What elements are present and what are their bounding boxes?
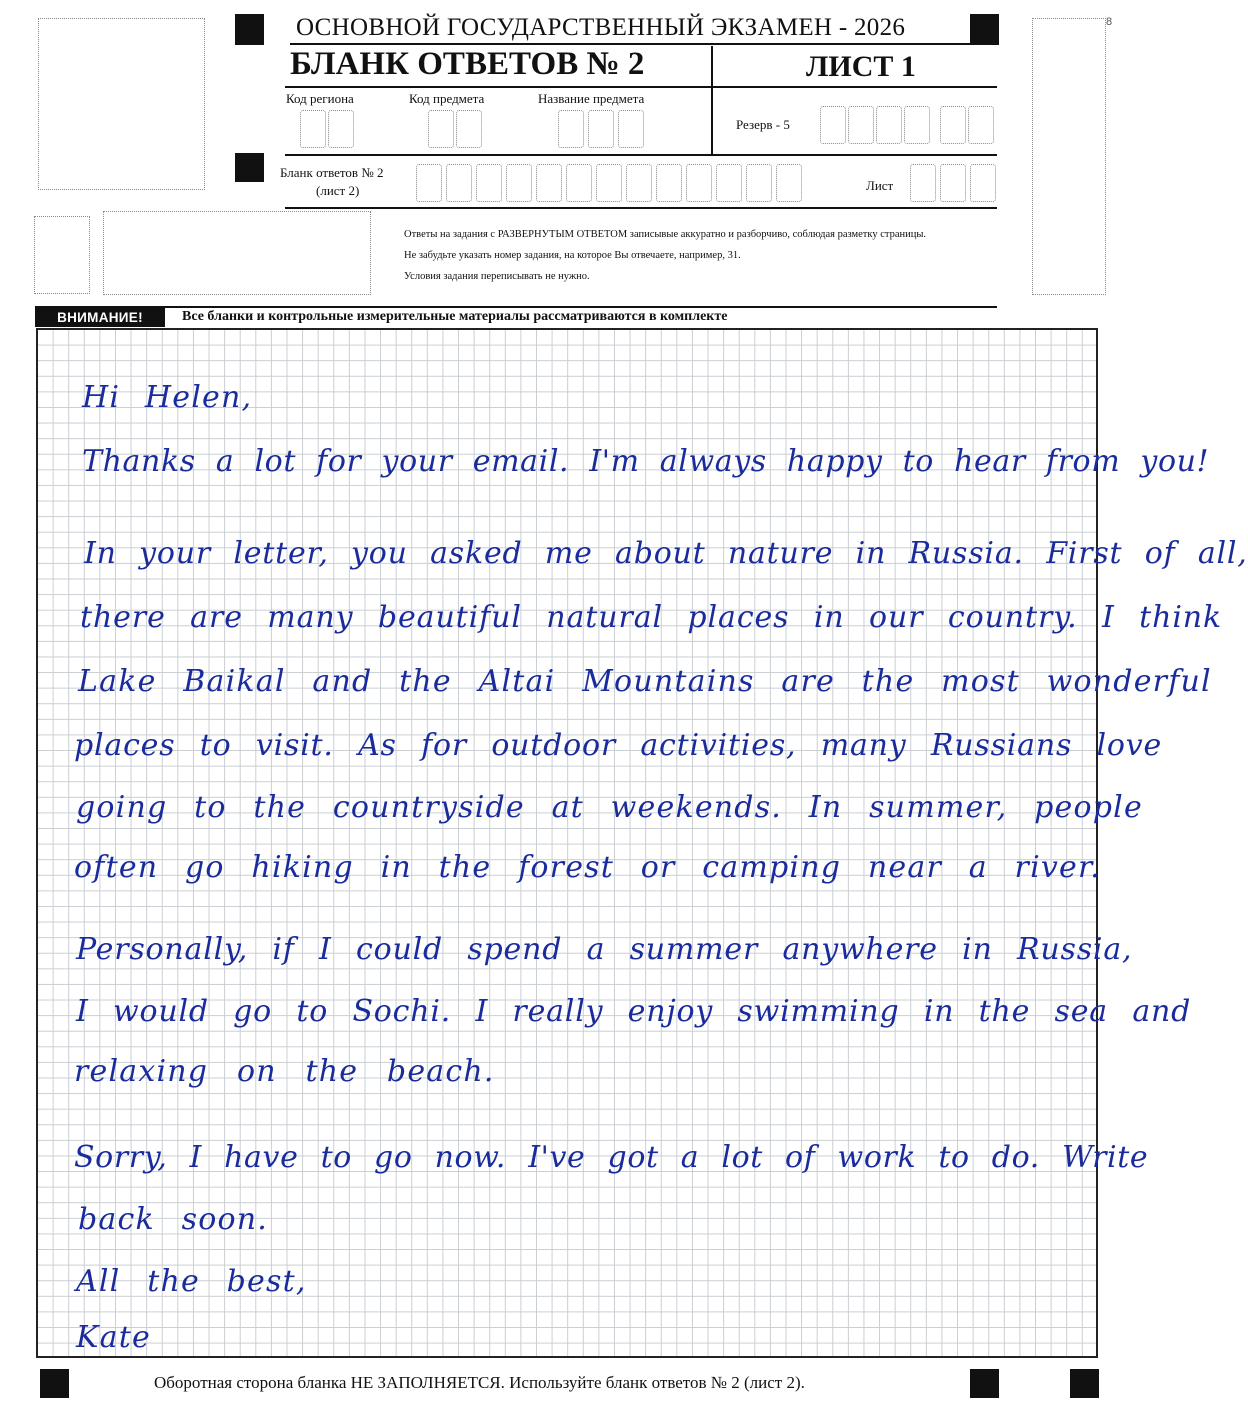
subject-code-label: Код предмета — [409, 91, 485, 106]
sheet-label: ЛИСТ 1 — [806, 50, 916, 83]
letter-line: back soon. — [78, 1202, 268, 1237]
corner-marker-mid-left — [235, 153, 264, 182]
letter-line: there are many beautiful natural places in our country. I think — [80, 600, 1223, 635]
region-code-cell[interactable] — [328, 110, 354, 148]
letter-line: places to visit. As for outdoor activities, many Russians love — [74, 728, 1163, 763]
form-number-cell[interactable] — [476, 164, 502, 202]
letter-line: Hi Helen, — [82, 380, 253, 415]
reserve-cell[interactable] — [820, 106, 846, 144]
letter-line: All the best, — [76, 1264, 307, 1299]
letter-line: often go hiking in the forest or camping near a river. — [74, 850, 1101, 885]
instruction-line: Не забудьте указать номер задания, на которое Вы отвечаете, например, 31. — [404, 250, 741, 261]
footer-note: Оборотная сторона бланка НЕ ЗАПОЛНЯЕТСЯ. Используйте бланк ответов № 2 (лист 2). — [154, 1373, 805, 1392]
letter-line: Personally, if I could spend a summer anywhere in Russia, — [76, 932, 1133, 967]
barcode-box-right — [1032, 18, 1106, 295]
form-number-cell[interactable] — [626, 164, 652, 202]
subject-name-cell[interactable] — [618, 110, 644, 148]
form-number-cell[interactable] — [446, 164, 472, 202]
letter-line: In your letter, you asked me about nature in Russia. First of all, — [84, 536, 1248, 571]
reserve-label: Резерв - 5 — [736, 117, 790, 132]
subject-name-cell[interactable] — [588, 110, 614, 148]
corner-marker-bottom-left — [40, 1369, 69, 1398]
sheet-number-cell[interactable] — [940, 164, 966, 202]
reserve-cell[interactable] — [876, 106, 902, 144]
reserve-cell[interactable] — [848, 106, 874, 144]
subject-code-cell[interactable] — [428, 110, 454, 148]
header-rule-1 — [285, 86, 997, 88]
sheet-field-label: Лист — [866, 178, 894, 193]
form-ref-line1: Бланк ответов № 2 — [280, 165, 384, 180]
letter-line: Sorry, I have to go now. I've got a lot of work to do. Write — [74, 1140, 1149, 1175]
corner-mark: 8 — [1106, 16, 1113, 28]
corner-marker-top-right — [970, 14, 999, 45]
sheet-number-cell[interactable] — [970, 164, 996, 202]
region-code-label: Код региона — [286, 91, 354, 106]
subject-code-cell[interactable] — [456, 110, 482, 148]
stamp-box-wide — [103, 211, 371, 295]
corner-marker-bottom-mid — [970, 1369, 999, 1398]
subject-name-cell[interactable] — [558, 110, 584, 148]
corner-marker-bottom-right — [1070, 1369, 1099, 1398]
stamp-box-small — [34, 216, 90, 294]
header-divider — [711, 46, 713, 155]
sheet-number-cell[interactable] — [910, 164, 936, 202]
header-rule-3 — [285, 207, 997, 209]
attention-rule — [35, 306, 997, 308]
form-number-cell[interactable] — [746, 164, 772, 202]
form-number-cell[interactable] — [506, 164, 532, 202]
title-underline — [290, 43, 997, 45]
form-number-cell[interactable] — [416, 164, 442, 202]
form-ref-line2: (лист 2) — [316, 183, 360, 198]
form-number-cell[interactable] — [536, 164, 562, 202]
form-number-cell[interactable] — [656, 164, 682, 202]
letter-line: going to the countryside at weekends. In summer, people — [76, 790, 1143, 825]
instruction-line: Ответы на задания с РАЗВЕРНУТЫМ ОТВЕТОМ записывые аккуратно и разборчиво, соблюдая разметку страницы. — [404, 229, 927, 240]
letter-line: Lake Baikal and the Altai Mountains are the most wonderful — [78, 664, 1212, 699]
letter-line: relaxing on the beach. — [74, 1054, 495, 1089]
letter-line: Thanks a lot for your email. I'm always happy to hear from you! — [82, 444, 1210, 479]
corner-marker-top-left — [235, 14, 264, 45]
attention-badge: ВНИМАНИЕ! — [35, 308, 165, 327]
reserve-cell[interactable] — [968, 106, 994, 144]
attention-text: Все бланки и контрольные измерительные материалы рассматриваются в комплекте — [182, 309, 728, 324]
instructions — [404, 224, 926, 287]
letter-line: Kate — [76, 1320, 151, 1355]
reserve-cell[interactable] — [940, 106, 966, 144]
form-number-cell[interactable] — [776, 164, 802, 202]
form-number-cell[interactable] — [716, 164, 742, 202]
form-title: БЛАНК ОТВЕТОВ № 2 — [290, 46, 645, 82]
barcode-box-left — [38, 18, 205, 190]
reserve-cell[interactable] — [904, 106, 930, 144]
region-code-cell[interactable] — [300, 110, 326, 148]
form-number-cell[interactable] — [686, 164, 712, 202]
instruction-line: Условия задания переписывать не нужно. — [404, 271, 590, 282]
letter-line: I would go to Sochi. I really enjoy swimming in the sea and — [76, 994, 1192, 1029]
header-rule-2 — [285, 154, 997, 156]
form-number-cell[interactable] — [566, 164, 592, 202]
exam-title: ОСНОВНОЙ ГОСУДАРСТВЕННЫЙ ЭКЗАМЕН - 2026 — [296, 14, 906, 41]
form-number-cell[interactable] — [596, 164, 622, 202]
subject-name-label: Название предмета — [538, 91, 645, 106]
